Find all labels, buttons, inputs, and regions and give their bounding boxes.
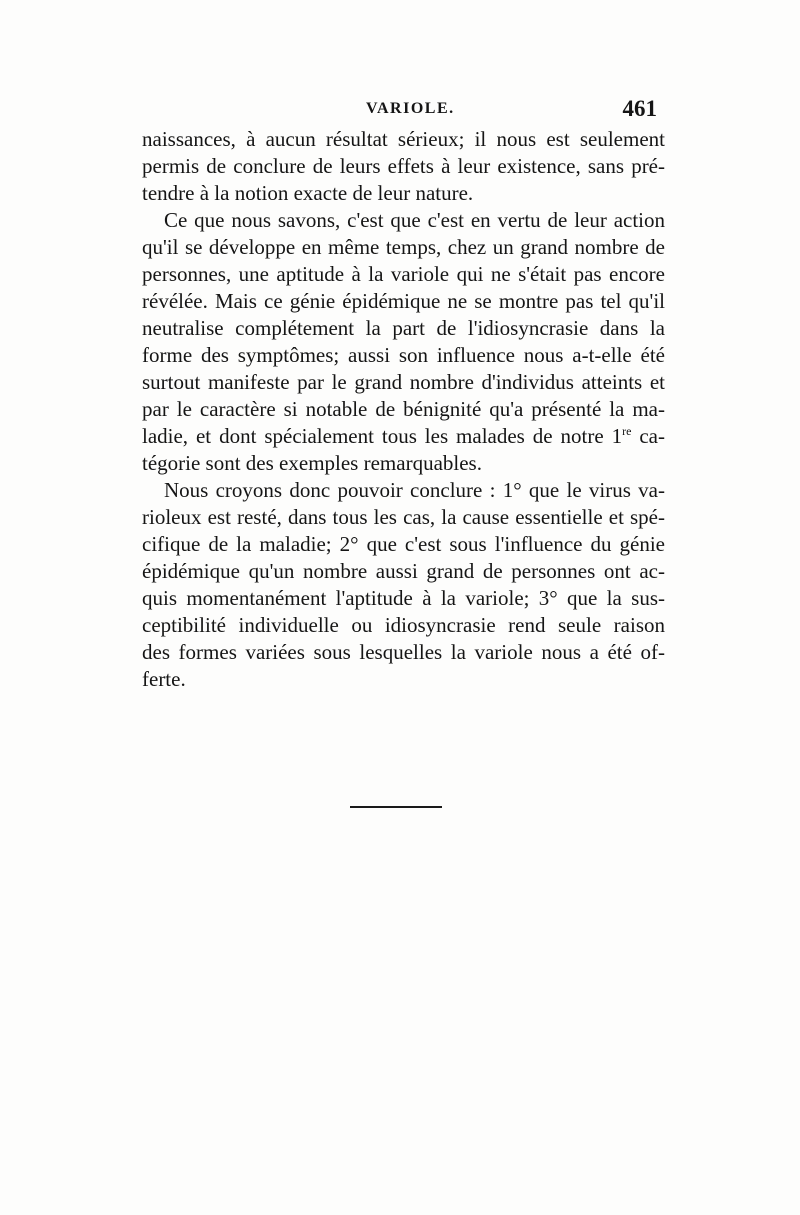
text-line: tégorie sont des exemples remarquables. (142, 451, 482, 475)
text-line: des formes variées sous lesquelles la variole nous a été of- (142, 640, 665, 664)
body-text (142, 126, 665, 693)
text-line: cifique de la maladie; 2° que c'est sous l'influence du génie (142, 532, 665, 556)
paragraph-1 (142, 126, 665, 207)
page-number: 461 (622, 96, 657, 121)
text-line: ceptibilité individuelle ou idiosyncrasie rend seule raison (142, 613, 665, 637)
superscript-re: re (622, 424, 632, 438)
text-line: neutralise complétement la part de l'idiosyncrasie dans la (142, 316, 665, 340)
text-line: quis momentanément l'aptitude à la variole; 3° que la sus- (142, 586, 665, 610)
text-line: épidémique qu'un nombre aussi grand de personnes ont ac- (142, 559, 665, 583)
running-title: VARIOLE. (366, 100, 455, 117)
paragraph-2 (142, 207, 665, 477)
text-line-tail: ca- (631, 424, 665, 448)
text-line: personnes, une aptitude à la variole qui ne s'était pas encore (142, 262, 665, 286)
text-line: Ce que nous savons, c'est que c'est en vertu de leur action (164, 208, 665, 232)
text-line-main: ladie, et dont spécialement tous les malades de notre 1 (142, 424, 623, 448)
text-line: par le caractère si notable de bénignité qu'a présenté la ma- (142, 397, 665, 421)
text-line: Nous croyons donc pouvoir conclure : 1° que le virus va- (164, 478, 665, 502)
text-line: naissances, à aucun résultat sérieux; il nous est seulement (142, 127, 665, 151)
text-line-with-superscript (142, 423, 665, 450)
text-line: forme des symptômes; aussi son influence nous a-t-elle été (142, 343, 665, 367)
running-head (142, 96, 657, 126)
text-line: tendre à la notion exacte de leur nature. (142, 181, 474, 205)
text-line: surtout manifeste par le grand nombre d'individus atteints et (142, 370, 665, 394)
text-line: qu'il se développe en même temps, chez un grand nombre de (142, 235, 665, 259)
section-end-rule (350, 806, 442, 808)
text-line: rioleux est resté, dans tous les cas, la cause essentielle et spé- (142, 505, 665, 529)
text-line: révélée. Mais ce génie épidémique ne se montre pas tel qu'il (142, 289, 665, 313)
paragraph-3 (142, 477, 665, 693)
text-line: permis de conclure de leurs effets à leur existence, sans pré- (142, 154, 665, 178)
text-line: ferte. (142, 667, 186, 691)
